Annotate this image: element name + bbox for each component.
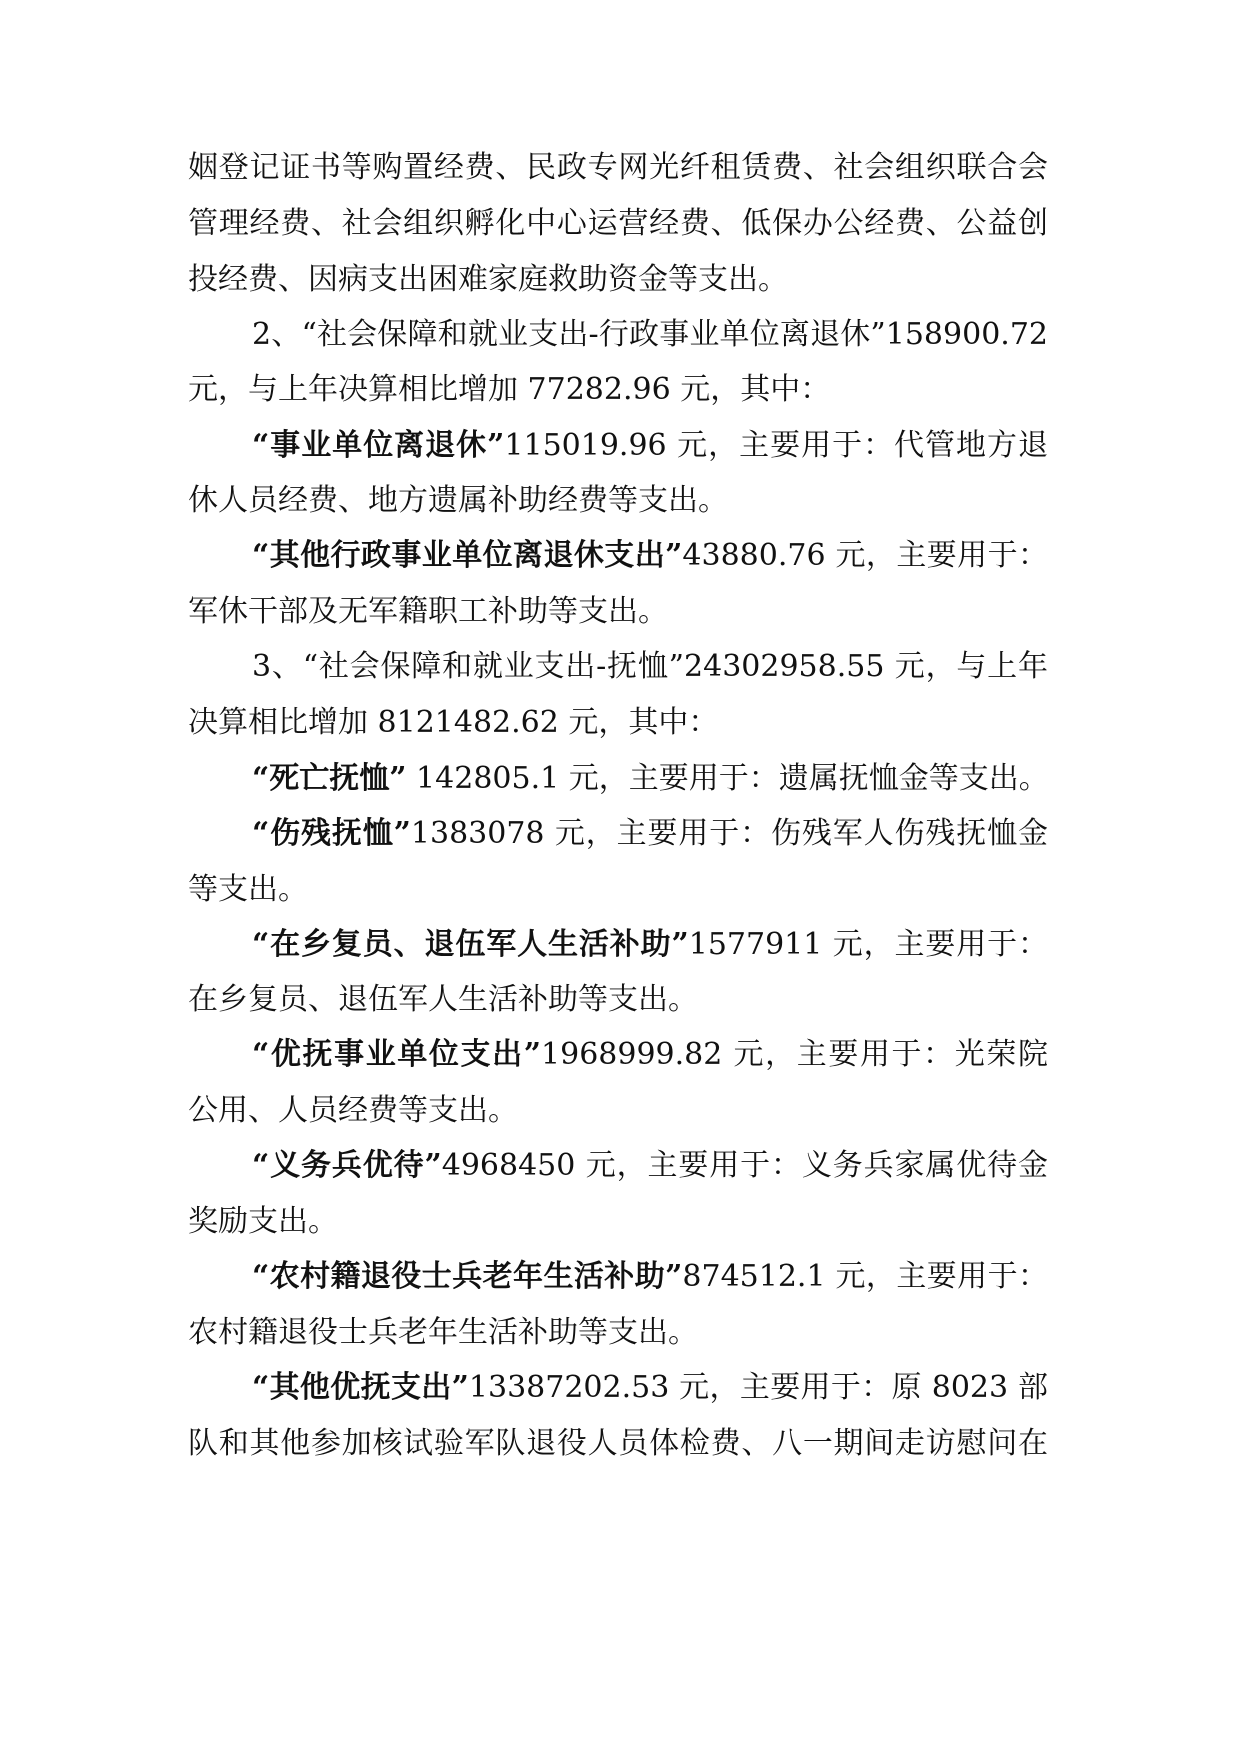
paragraph-line [252,1146,1048,1186]
paragraph-line [252,814,1048,854]
paragraph-line: 姻登记证书等购置经费、民政专网光纤租赁费、社会组织联合会 [188,150,1048,185]
paragraph-line: 决算相比增加 8121482.62 元，其中： [188,705,719,740]
item-text: 43880.76 元，主要用于： [682,538,1049,573]
paragraph-line [252,1035,1048,1075]
paragraph-line: 投经费、因病支出困难家庭救助资金等支出。 [188,262,788,297]
paragraph-line: 元，与上年决算相比增加 77282.96 元，其中： [188,372,831,407]
paragraph-line: 公用、人员经费等支出。 [188,1093,518,1128]
item-text: 1968999.82 元，主要用于：光荣院 [541,1037,1049,1072]
item-title: “义务兵优待” [252,1148,442,1183]
paragraph-line [252,536,1048,576]
paragraph-line [252,1257,1048,1297]
item-text: 1383078 元，主要用于：伤残军人伤残抚恤金 [410,816,1048,851]
item-text: 4968450 元，主要用于：义务兵家属优待金 [441,1148,1048,1183]
item-title: “优抚事业单位支出” [252,1037,542,1072]
paragraph-line: 农村籍退役士兵老年生活补助等支出。 [188,1315,698,1350]
paragraph-line: 等支出。 [188,872,308,907]
item-title: “伤残抚恤” [252,816,411,851]
item-text: 13387202.53 元，主要用于：原 8023 部 [468,1370,1048,1405]
paragraph-line: 2、“社会保障和就业支出-行政事业单位离退休”158900.72 [252,317,1048,352]
paragraph-line: 队和其他参加核试验军队退役人员体检费、八一期间走访慰问在 [188,1426,1048,1461]
paragraph-line: 休人员经费、地方遗属补助经费等支出。 [188,483,728,518]
item-title: “死亡抚恤” [252,761,407,796]
paragraph-line [252,1368,1048,1408]
item-title: “其他优抚支出” [252,1370,469,1405]
item-title: “在乡复员、退伍军人生活补助” [252,927,689,962]
item-title: “农村籍退役士兵老年生活补助” [252,1259,683,1294]
item-title: “其他行政事业单位离退休支出” [252,538,683,573]
item-text: 115019.96 元，主要用于：代管地方退 [504,428,1048,463]
paragraph-line [252,925,1048,965]
paragraph-line: 军休干部及无军籍职工补助等支出。 [188,594,668,629]
paragraph-line: 在乡复员、退伍军人生活补助等支出。 [188,982,698,1017]
item-text: 874512.1 元，主要用于： [682,1259,1049,1294]
item-title: “事业单位离退休” [252,428,505,463]
item-text: 142805.1 元，主要用于：遗属抚恤金等支出。 [406,761,1049,796]
paragraph-line: 3、“社会保障和就业支出-抚恤”24302958.55 元，与上年 [252,649,1048,684]
paragraph-line [252,426,1048,466]
paragraph-line: 管理经费、社会组织孵化中心运营经费、低保办公经费、公益创 [188,206,1048,241]
paragraph-line [252,759,1048,799]
paragraph-line: 奖励支出。 [188,1204,338,1239]
item-text: 1577911 元，主要用于： [688,927,1048,962]
